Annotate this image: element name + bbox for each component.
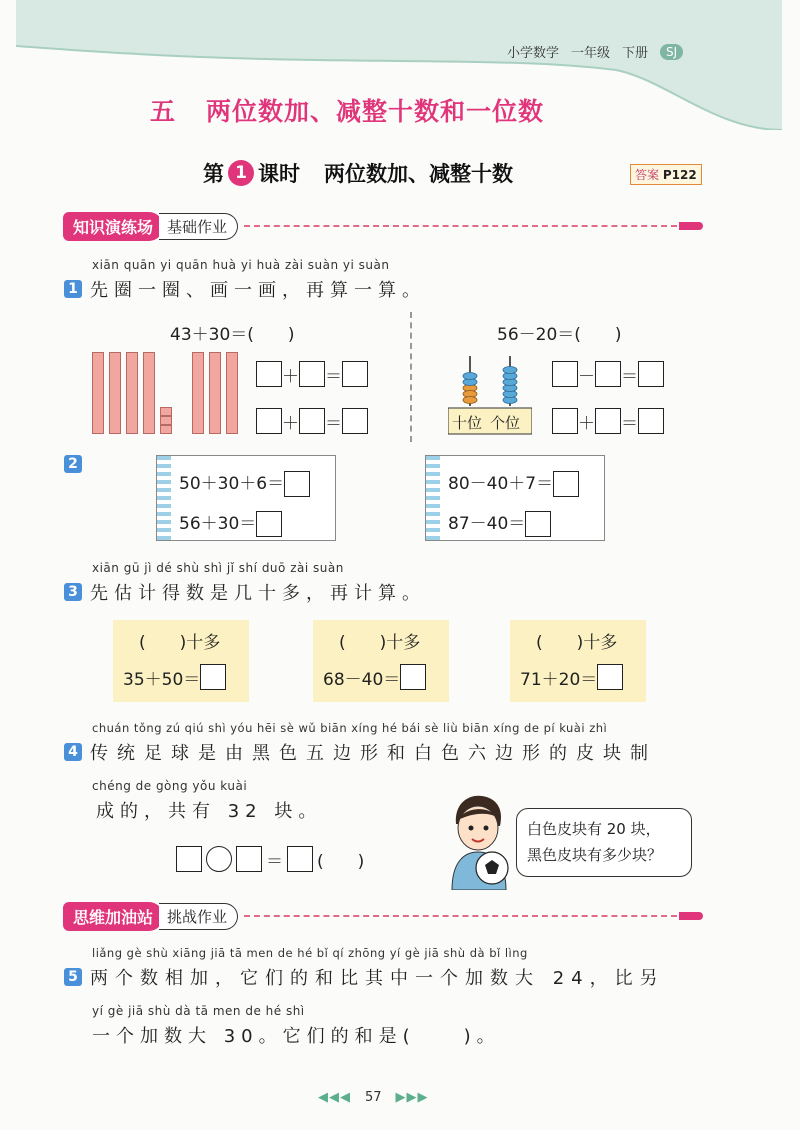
book-volume: 下册 (622, 46, 649, 61)
q4-text-1: 传统足球是由黑色五边形和白色六边形的皮块制 (90, 743, 657, 764)
answer-box[interactable] (284, 471, 310, 497)
q3-expression: 68－40＝ (323, 669, 401, 690)
answer-box[interactable] (342, 361, 368, 387)
lesson-title-text: 两位数加、减整十数 (324, 162, 513, 186)
q3-expression: 71＋20＝ (520, 669, 598, 690)
q1-left-expression: 43＋30＝( ) (170, 325, 295, 345)
edition-badge: SJ (660, 44, 683, 60)
q5-pinyin-2: yí gè jiā shù dà tā men de hé shì (92, 1004, 305, 1018)
equation-row: ＋ ＝ (552, 408, 664, 434)
answer-label: 答案 (635, 168, 660, 182)
q4-text-2: 成的，共有 32 块。 (96, 801, 323, 822)
q3-pinyin: xiān gū jì dé shù shì jǐ shí duō zài suàn (92, 561, 344, 575)
answer-box[interactable] (299, 408, 325, 434)
section-divider (244, 225, 677, 227)
q2-right-card (425, 455, 605, 541)
unit-blank[interactable]: ( ) (317, 851, 365, 872)
prev-arrows-icon: ◀◀◀ (318, 1090, 351, 1105)
q2-left-card (156, 455, 336, 541)
answer-box[interactable] (236, 846, 262, 872)
answer-box[interactable] (638, 408, 664, 434)
answer-box[interactable] (256, 408, 282, 434)
answer-box[interactable] (597, 664, 623, 690)
q1-right-expression: 56－20＝( ) (497, 325, 622, 345)
answer-box[interactable] (525, 511, 551, 537)
answer-box[interactable] (552, 408, 578, 434)
q3-prompt (64, 579, 426, 605)
q5-text-1: 两个数相加，它们的和比其中一个加数大 24，比另 (90, 968, 665, 989)
question-number: 2 (64, 455, 82, 473)
section-main-label: 知识演练场 (63, 212, 163, 241)
lesson-title (203, 158, 513, 188)
book-info (507, 42, 683, 61)
section-divider (244, 915, 677, 917)
operator-circle[interactable] (206, 846, 232, 872)
q2-expression: 50＋30＋6＝ (179, 474, 285, 494)
lesson-suffix: 课时 (258, 162, 300, 186)
answer-box[interactable] (256, 511, 282, 537)
equation-row: ＋ ＝ (256, 408, 368, 434)
book-grade: 一年级 (571, 46, 611, 61)
q1-pinyin: xiān quān yi quān huà yi huà zài suàn yi suàn (92, 258, 390, 272)
abacus-labels (452, 412, 520, 433)
answer-box[interactable] (200, 664, 226, 690)
q3-text: 先估计得数是几十多，再计算。 (90, 583, 426, 604)
section-basic (63, 212, 703, 240)
q4-prompt (64, 739, 657, 765)
q5-pinyin-1: liǎng gè shù xiāng jiā tā men de hé bǐ qí zhōng yí gè jiā shù dà bǐ lìng (92, 946, 528, 960)
answer-box[interactable] (287, 846, 313, 872)
vertical-divider (410, 312, 412, 442)
q1-prompt (64, 276, 426, 302)
q2-expression: 80－40＋7＝ (448, 474, 554, 494)
equation-row: － ＝ (552, 361, 664, 387)
pencil-icon (679, 912, 703, 920)
bubble-line-2: 黑色皮块有多少块？ (527, 845, 663, 864)
bubble-line-1: 白色皮块有 20 块， (527, 820, 661, 838)
section-sub-label: 基础作业 (159, 213, 238, 240)
answer-page: P122 (662, 168, 697, 182)
answer-tag[interactable] (630, 164, 702, 185)
answer-box[interactable] (595, 408, 621, 434)
boy-with-football-icon (440, 790, 520, 890)
unit-number: 五 (150, 97, 177, 126)
q5-text-2: 一个加数大 30。它们的和是( )。 (92, 1026, 501, 1047)
question-number: 3 (64, 583, 82, 601)
equation-row: ＋ ＝ (256, 361, 368, 387)
unit-title (150, 92, 544, 128)
unit-title-text: 两位数加、减整十数和一位数 (206, 97, 545, 126)
section-sub-label: 挑战作业 (159, 903, 238, 930)
answer-box[interactable] (176, 846, 202, 872)
section-main-label: 思维加油站 (63, 902, 163, 931)
answer-box[interactable] (299, 361, 325, 387)
book-subject: 小学数学 (507, 46, 560, 61)
speech-bubble (516, 808, 692, 877)
answer-box[interactable] (400, 664, 426, 690)
q2-expression: 56＋30＝ (179, 514, 257, 534)
q3-expression: 35＋50＝ (123, 669, 201, 690)
next-arrows-icon: ▶▶▶ (395, 1090, 429, 1105)
answer-box[interactable] (553, 471, 579, 497)
tens-label: 十位 (452, 414, 483, 432)
estimate-blank[interactable]: ( )十多 (339, 633, 421, 653)
answer-box[interactable] (595, 361, 621, 387)
q1-text: 先圈一圈、画一画，再算一算。 (90, 280, 426, 301)
answer-box[interactable] (256, 361, 282, 387)
page-footer (318, 1090, 429, 1105)
pencil-icon (679, 222, 703, 230)
estimate-blank[interactable]: ( )十多 (536, 633, 618, 653)
question-number: 1 (64, 280, 82, 298)
lesson-prefix: 第 (203, 162, 224, 186)
section-challenge (63, 902, 703, 930)
q5-prompt (64, 964, 665, 990)
question-number: 5 (64, 968, 82, 986)
q4-equation: ＝ ( ) (176, 846, 364, 872)
q2-expression: 87－40＝ (448, 514, 526, 534)
q4-pinyin-1: chuán tǒng zú qiú shì yóu hēi sè wǔ biān xíng hé bái sè liù biān xíng de pí kuài zhì (92, 721, 608, 735)
ones-label: 个位 (490, 414, 521, 432)
q3-card (113, 620, 249, 702)
q3-card (510, 620, 646, 702)
page-number: 57 (365, 1090, 382, 1105)
q4-pinyin-2: chéng de gòng yǒu kuài (92, 779, 248, 793)
q3-card (313, 620, 449, 702)
lesson-number: 1 (228, 160, 254, 186)
answer-box[interactable] (638, 361, 664, 387)
estimate-blank[interactable]: ( )十多 (139, 633, 221, 653)
answer-box[interactable] (342, 408, 368, 434)
answer-box[interactable] (552, 361, 578, 387)
question-number: 4 (64, 743, 82, 761)
